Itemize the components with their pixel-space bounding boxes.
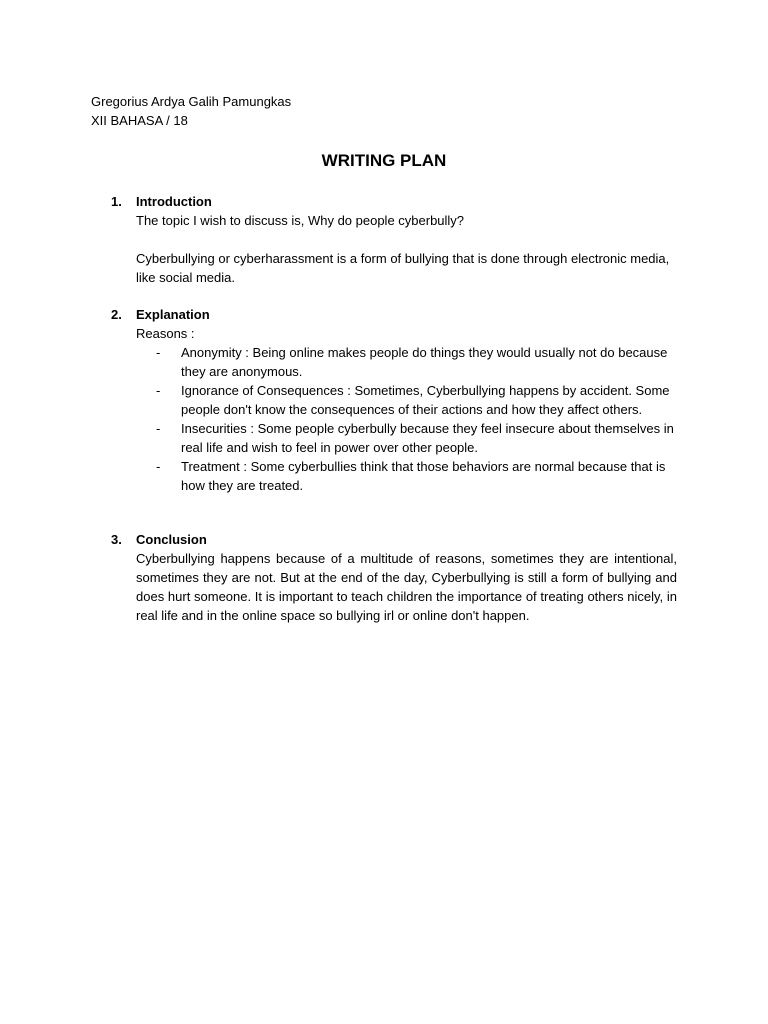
reason-anonymity: Anonymity : Being online makes people do things they would usually not do because they are anonymous. (181, 345, 668, 379)
list-dash: - (156, 459, 161, 474)
paragraph-gap (136, 230, 677, 249)
reason-ignorance: Ignorance of Consequences : Sometimes, Cyberbullying happens by accident. Some people don't know the consequences of their actions and how they affect others. (181, 383, 670, 417)
section-title: Explanation (136, 307, 210, 322)
reason-list (136, 343, 677, 495)
section-body (136, 324, 677, 495)
section-heading (111, 530, 681, 549)
reason-insecurities: Insecurities : Some people cyberbully because they feel insecure about themselves in real life and wish to feel in power over other people. (181, 421, 674, 455)
conclusion-paragraph: Cyberbullying happens because of a multitude of reasons, sometimes they are intentional, sometimes they are not. But at the end of the day, Cyberbullying is still a form of bullying and does hurt someone. It is important to teach children the importance of treating others nicely, in real life and in the online space so bullying irl or online don't happen. (136, 551, 677, 623)
section-number: 3. (111, 532, 122, 547)
section-heading (111, 305, 681, 324)
intro-topic: The topic I wish to discuss is, Why do people cyberbully? (136, 213, 465, 228)
section-explanation (111, 305, 681, 495)
list-dash: - (156, 383, 161, 398)
list-dash: - (156, 345, 161, 360)
section-number: 1. (111, 194, 122, 209)
section-introduction (111, 192, 681, 287)
reason-treatment: Treatment : Some cyberbullies think that those behaviors are normal because that is how they are treated. (181, 459, 666, 493)
reasons-label: Reasons : (136, 326, 195, 341)
author-name: Gregorius Ardya Galih Pamungkas (91, 94, 292, 109)
list-dash: - (156, 421, 161, 436)
section-conclusion (111, 530, 681, 625)
section-title: Introduction (136, 194, 212, 209)
document-title: WRITING PLAN (321, 151, 447, 170)
section-body (136, 211, 677, 287)
author-class: XII BAHASA / 18 (91, 113, 188, 128)
list-item (156, 381, 677, 419)
list-item (156, 343, 677, 381)
list-item (156, 419, 677, 457)
section-body (136, 549, 677, 625)
section-heading (111, 192, 681, 211)
intro-definition: Cyberbullying or cyberharassment is a form of bullying that is done through electronic media, like social media. (136, 251, 670, 285)
list-item (156, 457, 677, 495)
section-title: Conclusion (136, 532, 207, 547)
author-block (91, 92, 491, 130)
section-number: 2. (111, 307, 122, 322)
